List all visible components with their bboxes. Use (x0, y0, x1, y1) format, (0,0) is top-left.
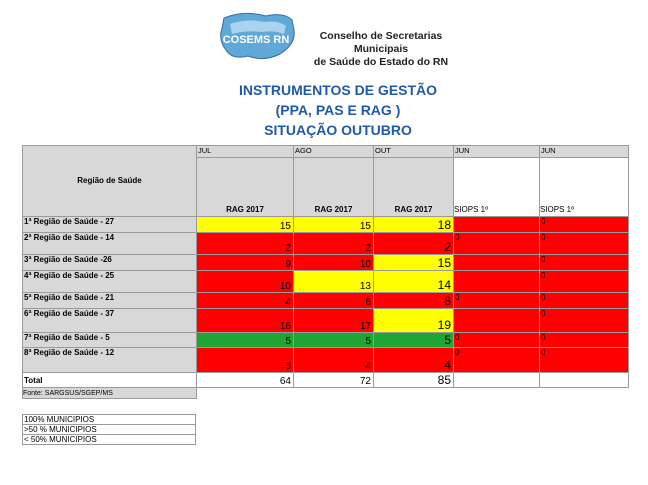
cell-value: 0 (454, 233, 540, 255)
cell-value: 13 (294, 271, 374, 293)
organization-name (298, 30, 464, 69)
region-name: 3ª Região de Saúde -26 (23, 255, 197, 271)
cell-value: 0 (540, 309, 629, 333)
region-name: 1ª Região de Saúde - 27 (23, 217, 197, 233)
cell-value: 16 (197, 309, 294, 333)
total-label: Total (23, 373, 197, 388)
cell-value: 0 (540, 217, 629, 233)
cell-value (454, 309, 540, 333)
title-line-3: SITUAÇÃO OUTUBRO (264, 122, 412, 138)
month-header: JUN (454, 146, 540, 158)
cell-value: 0 (540, 255, 629, 271)
cell-value (454, 255, 540, 271)
legend (22, 414, 196, 445)
table-row (23, 309, 629, 333)
source-note: Fonte: SARGSUS/SGEP/MS (23, 388, 197, 399)
cell-value: 0 (540, 348, 629, 373)
total-value: 85 (374, 373, 454, 388)
cell-value: 9 (197, 255, 294, 271)
cell-value: 0 (540, 333, 629, 348)
cell-value: 18 (374, 217, 454, 233)
table-row (23, 217, 629, 233)
status-table (22, 145, 629, 399)
cell-value: 2 (197, 233, 294, 255)
cell-value: 5 (294, 333, 374, 348)
cell-value: 17 (294, 309, 374, 333)
cell-value: 4 (374, 348, 454, 373)
cell-value: 3 (197, 348, 294, 373)
column-header: SIOPS 1º (454, 158, 540, 217)
table-row (23, 255, 629, 271)
cell-value: 5 (374, 333, 454, 348)
cell-value: 10 (294, 255, 374, 271)
region-name: 8ª Região de Saúde - 12 (23, 348, 197, 373)
cell-value: 5 (197, 333, 294, 348)
region-name: 6ª Região de Saúde - 37 (23, 309, 197, 333)
cell-value: 15 (197, 217, 294, 233)
org-line-2: de Saúde do Estado do RN (313, 56, 449, 68)
cell-value: 14 (374, 271, 454, 293)
cell-value: 2 (294, 233, 374, 255)
table-row (23, 333, 629, 348)
cell-value: 10 (197, 271, 294, 293)
table-row (23, 348, 629, 373)
cell-value: 4 (294, 348, 374, 373)
month-header: JUN (540, 146, 629, 158)
cosems-logo (214, 10, 298, 64)
region-name: 2ª Região de Saúde - 14 (23, 233, 197, 255)
cell-value: 0 (454, 333, 540, 348)
total-value (454, 373, 540, 388)
cell-value: 0 (454, 348, 540, 373)
total-value (540, 373, 629, 388)
region-name: 7ª Região de Saúde - 5 (23, 333, 197, 348)
legend-item: 100% MUNICIPIOS (23, 415, 196, 425)
legend-item: >50 % MUNICIPIOS (23, 425, 196, 435)
cell-value: 2 (374, 233, 454, 255)
region-header: Região de Saúde (23, 146, 197, 217)
title-line-2: (PPA, PAS E RAG ) (275, 102, 401, 118)
title-line-1: INSTRUMENTOS DE GESTÃO (238, 82, 438, 98)
cell-value: 0 (540, 293, 629, 309)
table-row (23, 293, 629, 309)
total-row (23, 373, 629, 388)
total-value: 64 (197, 373, 294, 388)
cell-value: 19 (374, 309, 454, 333)
cell-value: 0 (540, 233, 629, 255)
legend-item: < 50% MUNICIPIOS (23, 435, 196, 445)
table-row (23, 233, 629, 255)
total-value: 72 (294, 373, 374, 388)
cell-value: 0 (540, 271, 629, 293)
region-name: 5ª Região de Saúde - 21 (23, 293, 197, 309)
month-header: AGO (294, 146, 374, 158)
month-header: OUT (374, 146, 454, 158)
org-line-1: Conselho de Secretarias Municipais (319, 30, 443, 55)
cell-value: 4 (197, 293, 294, 309)
cell-value: 15 (374, 255, 454, 271)
cell-value (454, 271, 540, 293)
cell-value: 0 (454, 293, 540, 309)
column-header: RAG 2017 (294, 158, 374, 217)
column-header: RAG 2017 (197, 158, 294, 217)
logo-text: COSEMS RN (222, 34, 290, 46)
cell-value: 15 (294, 217, 374, 233)
cell-value: 6 (294, 293, 374, 309)
column-header: RAG 2017 (374, 158, 454, 217)
column-header: SIOPS 1º (540, 158, 629, 217)
month-header: JUL (197, 146, 294, 158)
cell-value (454, 217, 540, 233)
region-name: 4ª Região de Saúde - 25 (23, 271, 197, 293)
table-row (23, 271, 629, 293)
cell-value: 8 (374, 293, 454, 309)
